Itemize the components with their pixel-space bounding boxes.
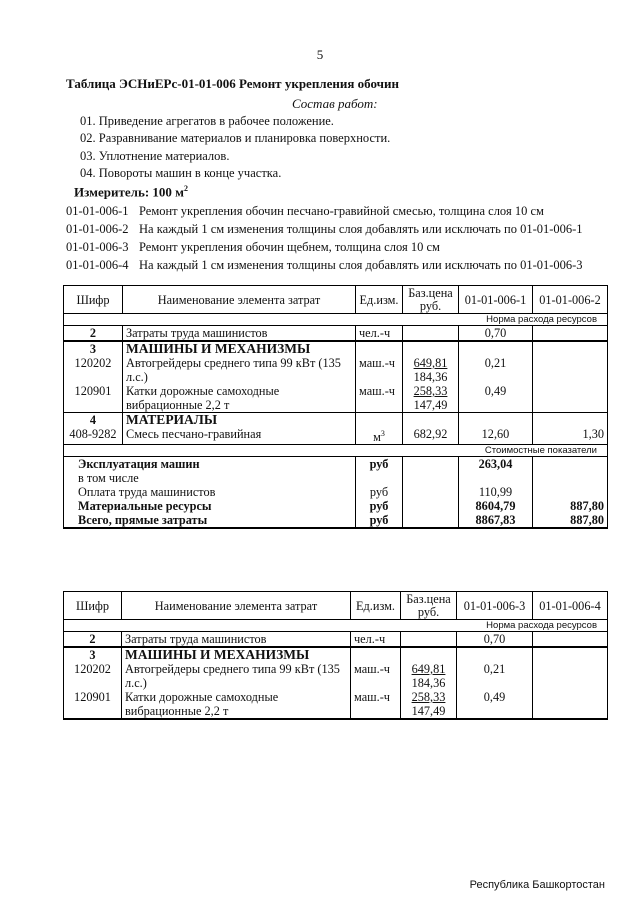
row-unit: маш.-ч	[356, 384, 403, 413]
footer-region: Республика Башкортостан	[469, 879, 605, 891]
cost-label: Стоимостные показатели	[64, 445, 608, 457]
code-line: 01-01-006-4 На каждый 1 см изменения толщины слоя добавлять или исключать по 01-01-006-3	[66, 258, 583, 272]
summary-value: 110,99	[459, 485, 533, 499]
row-code: 2	[64, 632, 122, 648]
section-name: МАТЕРИАЛЫ	[123, 413, 356, 428]
header-price: Баз.цена руб.	[403, 286, 459, 314]
row-price: 682,92	[403, 427, 459, 445]
row-name: Катки дорожные самоходные вибрационные 2,2 т	[122, 690, 351, 719]
measure-unit: Измеритель: 100 $м^2$	[74, 184, 189, 200]
page-number: 5	[316, 47, 324, 62]
row-unit: чел.-ч	[356, 326, 403, 342]
row-code: 2	[64, 326, 123, 342]
row-name: Затраты труда машинистов	[122, 632, 351, 648]
summary-value: 887,80	[533, 513, 608, 528]
header-col1: 01-01-006-1	[459, 286, 533, 314]
row-unit: маш.-ч	[356, 356, 403, 384]
row-name: Автогрейдеры среднего типа 99 кВт (135 л.с.)	[123, 356, 356, 384]
row-value	[533, 356, 608, 384]
header-name: Наименование элемента затрат	[122, 592, 351, 620]
row-unit: чел.-ч	[351, 632, 401, 648]
row-name: Смесь песчано-гравийная	[123, 427, 356, 445]
row-price: 649,81 184,36	[403, 356, 459, 384]
row-value: 0,70	[459, 326, 533, 342]
summary-value: 263,04	[459, 457, 533, 472]
summary-name: Всего, прямые затраты	[64, 513, 356, 528]
header-col2: 01-01-006-4	[533, 592, 608, 620]
code-line: 01-01-006-2 На каждый 1 см изменения толщины слоя добавлять или исключать по 01-01-006-1	[66, 222, 583, 236]
summary-name: в том числе	[64, 471, 356, 485]
header-name: Наименование элемента затрат	[123, 286, 356, 314]
row-value: 0,21	[457, 662, 533, 690]
row-name: Автогрейдеры среднего типа 99 кВт (135 л.с.)	[122, 662, 351, 690]
row-price: 258,33 147,49	[403, 384, 459, 413]
section-code: 3	[64, 647, 122, 662]
header-code: Шифр	[64, 286, 123, 314]
norm-label: Норма расхода ресурсов	[64, 620, 608, 632]
row-code: 120202	[64, 662, 122, 690]
row-name: Катки дорожные самоходные вибрационные 2,2 т	[123, 384, 356, 413]
header-unit: Ед.изм.	[356, 286, 403, 314]
summary-name: Оплата труда машинистов	[64, 485, 356, 499]
row-code: 120901	[64, 690, 122, 719]
row-value	[533, 662, 608, 690]
row-price: 649,81 184,36	[401, 662, 457, 690]
works-subtitle: Состав работ:	[292, 96, 378, 111]
section-code: 4	[64, 413, 123, 428]
summary-name: Материальные ресурсы	[64, 499, 356, 513]
summary-value: 8604,79	[459, 499, 533, 513]
section-code: 3	[64, 341, 123, 356]
row-value: 0,21	[459, 356, 533, 384]
row-value	[533, 384, 608, 413]
summary-value	[533, 457, 608, 472]
row-value	[533, 632, 608, 648]
summary-name: Эксплуатация машин	[64, 457, 356, 472]
row-value	[533, 326, 608, 342]
norm-label: Норма расхода ресурсов	[64, 314, 608, 326]
work-item: 04. Повороты машин в конце участка.	[80, 166, 282, 180]
table-title: Таблица ЭСНиЕРс-01-01-006 Ремонт укрепления обочин	[66, 76, 399, 91]
row-unit: маш.-ч	[351, 690, 401, 719]
code-line: 01-01-006-1 Ремонт укрепления обочин песчано-гравийной смесью, толщина слоя 10 см	[66, 204, 544, 218]
row-value: 12,60	[459, 427, 533, 445]
row-code: 408-9282	[64, 427, 123, 445]
summary-unit: руб	[356, 485, 403, 499]
summary-unit: руб	[356, 513, 403, 528]
row-value: 0,70	[457, 632, 533, 648]
row-price: 258,33 147,49	[401, 690, 457, 719]
work-item: 02. Разравнивание материалов и планировка поверхности.	[80, 131, 391, 145]
header-col1: 01-01-006-3	[457, 592, 533, 620]
header-col2: 01-01-006-2	[533, 286, 608, 314]
row-code: 120901	[64, 384, 123, 413]
work-item: 03. Уплотнение материалов.	[80, 149, 230, 163]
header-code: Шифр	[64, 592, 122, 620]
section-name: МАШИНЫ И МЕХАНИЗМЫ	[123, 341, 356, 356]
row-value: 0,49	[459, 384, 533, 413]
row-code: 120202	[64, 356, 123, 384]
resource-table-2	[63, 591, 608, 720]
summary-unit: руб	[356, 457, 403, 472]
summary-value: 887,80	[533, 499, 608, 513]
header-price: Баз.цена руб.	[401, 592, 457, 620]
summary-value	[533, 485, 608, 499]
row-name: Затраты труда машинистов	[123, 326, 356, 342]
row-value	[533, 690, 608, 719]
row-value: 1,30	[533, 427, 608, 445]
row-unit: $м^3$	[356, 427, 403, 445]
summary-unit: руб	[356, 499, 403, 513]
code-line: 01-01-006-3 Ремонт укрепления обочин щебнем, толщина слоя 10 см	[66, 240, 440, 254]
resource-table-1	[63, 285, 608, 529]
section-name: МАШИНЫ И МЕХАНИЗМЫ	[122, 647, 351, 662]
header-unit: Ед.изм.	[351, 592, 401, 620]
work-item: 01. Приведение агрегатов в рабочее положение.	[80, 114, 334, 128]
row-value: 0,49	[457, 690, 533, 719]
summary-value: 8867,83	[459, 513, 533, 528]
row-unit: маш.-ч	[351, 662, 401, 690]
